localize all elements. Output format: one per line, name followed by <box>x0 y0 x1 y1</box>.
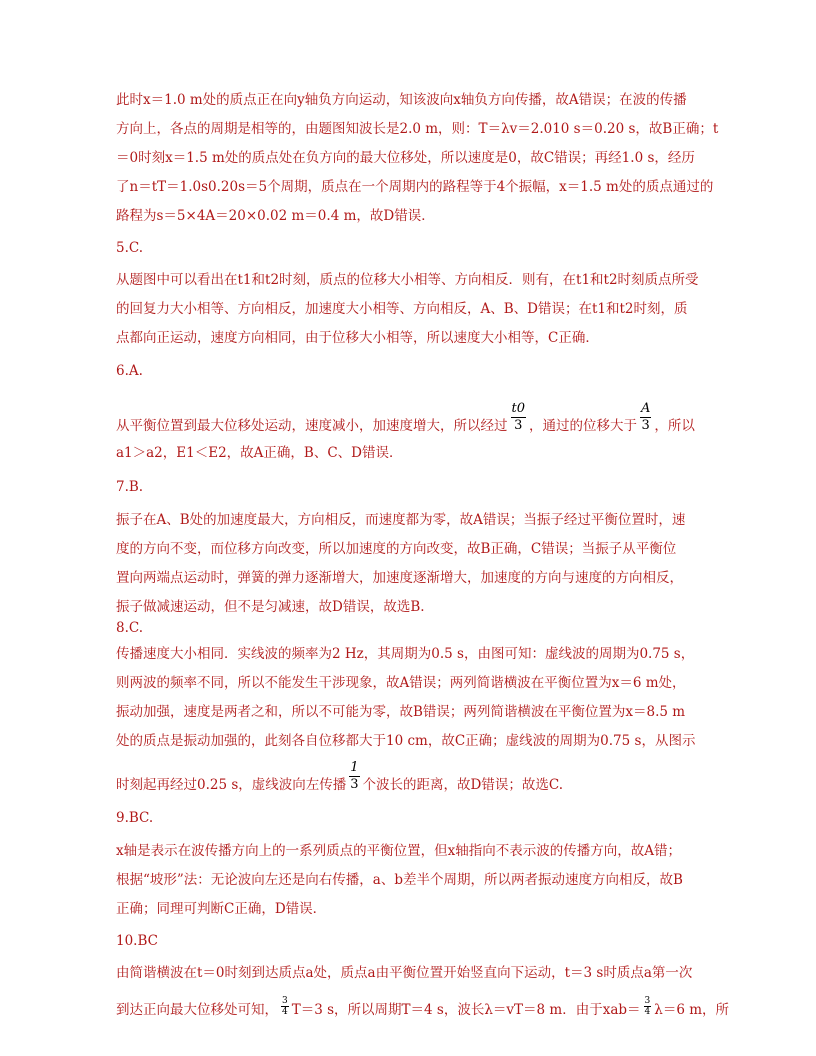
text-segment: 到达正向最大位移处可知， <box>116 1002 278 1018</box>
text-line-with-fractions <box>116 401 702 439</box>
fraction-numerator: 3 <box>282 996 288 1006</box>
text-line: 置向两端点运动时，弹簧的弹力逐渐增大，加速度逐渐增大，加速度的方向与速度的方向相反， <box>116 570 683 586</box>
fraction-numerator: A <box>641 401 651 416</box>
text-segment: T＝3 s，所以周期T＝4 s，波长λ＝vT＝8 m．由于xab＝ <box>291 1002 641 1018</box>
text-line-with-fraction <box>116 760 702 798</box>
answer-5-heading: 5.C. <box>116 240 144 256</box>
text-line: 处的质点是振动加强的，此刻各自位移都大于10 cm，故C正确；虚线波的周期为0.75 s，从图示 <box>116 733 696 749</box>
text-line: 点都向正运动，速度方向相同，由于位移大小相等，所以速度大小相等，C正确． <box>116 330 599 346</box>
fraction-denominator: 4 <box>644 1007 651 1017</box>
answer-5-explanation <box>116 266 702 353</box>
text-segment: 时刻起再经过0.25 s，虚线波向左传播 <box>116 777 347 793</box>
fraction-a-over-3 <box>640 401 651 434</box>
fraction-numerator: t0 <box>511 401 525 416</box>
text-segment: λ＝6 m，所 <box>654 1002 730 1018</box>
text-line: ＝0时刻x＝1.5 m处的质点处在负方向的最大位移处，所以速度是0，故C错误；再经1.0 s，经历 <box>116 150 695 166</box>
answer-4-explanation <box>116 86 719 231</box>
fraction-numerator: 1 <box>350 760 359 775</box>
text-segment: ，通过的位移大于 <box>529 418 637 434</box>
answer-8-heading: 8.C. <box>116 620 144 636</box>
text-line: 传播速度大小相同．实线波的频率为2 Hz，其周期为0.5 s，由图可知：虚线波的周期为0.75 s， <box>116 646 695 662</box>
answer-6-heading: 6.A. <box>116 363 143 379</box>
answer-9-heading: 9.BC. <box>116 810 154 826</box>
answer-6-explanation <box>116 401 702 468</box>
text-line: 由简谐横波在t＝0时刻到达质点a处，质点a由平衡位置开始竖直向下运动，t＝3 s时质点a第一次 <box>116 965 693 981</box>
text-segment: ，所以 <box>654 418 695 434</box>
text-line: 的回复力大小相等、方向相反，加速度大小相等、方向相反，A、B、D错误；在t1和t2时刻，质 <box>116 301 688 317</box>
answer-7-heading: 7.B. <box>116 479 144 495</box>
text-line: 方向上，各点的周期是相等的，由题图知波长是2.0 m，则：T＝λv＝2.010 s＝0.20 s，故B正确；t <box>116 121 719 137</box>
answer-10-explanation <box>116 959 730 1025</box>
answer-9-explanation <box>116 837 702 924</box>
answer-7-explanation <box>116 506 702 622</box>
fraction-denominator: 3 <box>514 418 523 433</box>
text-line: 振子在A、B处的加速度最大，方向相反，而速度都为零，故A错误；当振子经过平衡位置时，速 <box>116 512 686 528</box>
fraction-denominator: 4 <box>282 1007 288 1017</box>
text-line: 路程为s＝5×4A＝20×0.02 m＝0.4 m，故D错误． <box>116 208 435 224</box>
fraction-denominator: 3 <box>350 777 359 792</box>
fraction-denominator: 3 <box>641 418 650 433</box>
fraction-numerator: 3 <box>644 996 651 1006</box>
answer-10-heading: 10.BC <box>116 933 158 949</box>
fraction-1-over-3 <box>349 760 359 793</box>
text-segment: 从平衡位置到最大位移处运动，速度减小，加速度增大，所以经过 <box>116 418 508 434</box>
text-line-with-fractions <box>116 996 730 1025</box>
answer-8-last-line <box>116 760 702 798</box>
text-line: x轴是表示在波传播方向上的一系列质点的平衡位置，但x轴指向不表示波的传播方向，故A错； <box>116 843 681 859</box>
text-line: 根据“坡形”法：无论波向左还是向右传播，a、b差半个周期，所以两者振动速度方向相反，故B <box>116 872 683 888</box>
text-line: 了n＝tT＝1.0s0.20s＝5个周期，质点在一个周期内的路程等于4个振幅，x＝1.5 m处的质点通过的 <box>116 179 714 195</box>
text-line: 度的方向不变，而位移方向改变，所以加速度的方向改变，故B正确，C错误；当振子从平衡位 <box>116 541 677 557</box>
text-segment: 个波长的距离，故D错误；故选C. <box>362 777 564 793</box>
fraction-3-over-4 <box>644 996 652 1017</box>
text-line: 振子做减速运动，但不是匀减速，故D错误，故选B. <box>116 599 425 615</box>
text-line: 正确；同理可判断C正确，D错误． <box>116 901 327 917</box>
text-line: 则两波的频率不同，所以不能发生干涉现象，故A错误；两列简谐横波在平衡位置为x＝6 m处， <box>116 675 686 691</box>
fraction-t0-over-3 <box>511 401 527 434</box>
answer-8-explanation <box>116 640 702 756</box>
text-line: 振动加强，速度是两者之和，所以不可能为零，故B错误；两列简谐横波在平衡位置为x＝8.5 m <box>116 704 686 720</box>
text-line: a1＞a2，E1＜E2，故A正确，B、C、D错误． <box>116 445 403 461</box>
fraction-3-over-4 <box>281 996 289 1017</box>
text-line: 此时x＝1.0 m处的质点正在向y轴负方向运动，知该波向x轴负方向传播，故A错误；在波的传播 <box>116 92 687 108</box>
text-line: 从题图中可以看出在t1和t2时刻，质点的位移大小相等、方向相反．则有，在t1和t2时刻质点所受 <box>116 272 699 288</box>
